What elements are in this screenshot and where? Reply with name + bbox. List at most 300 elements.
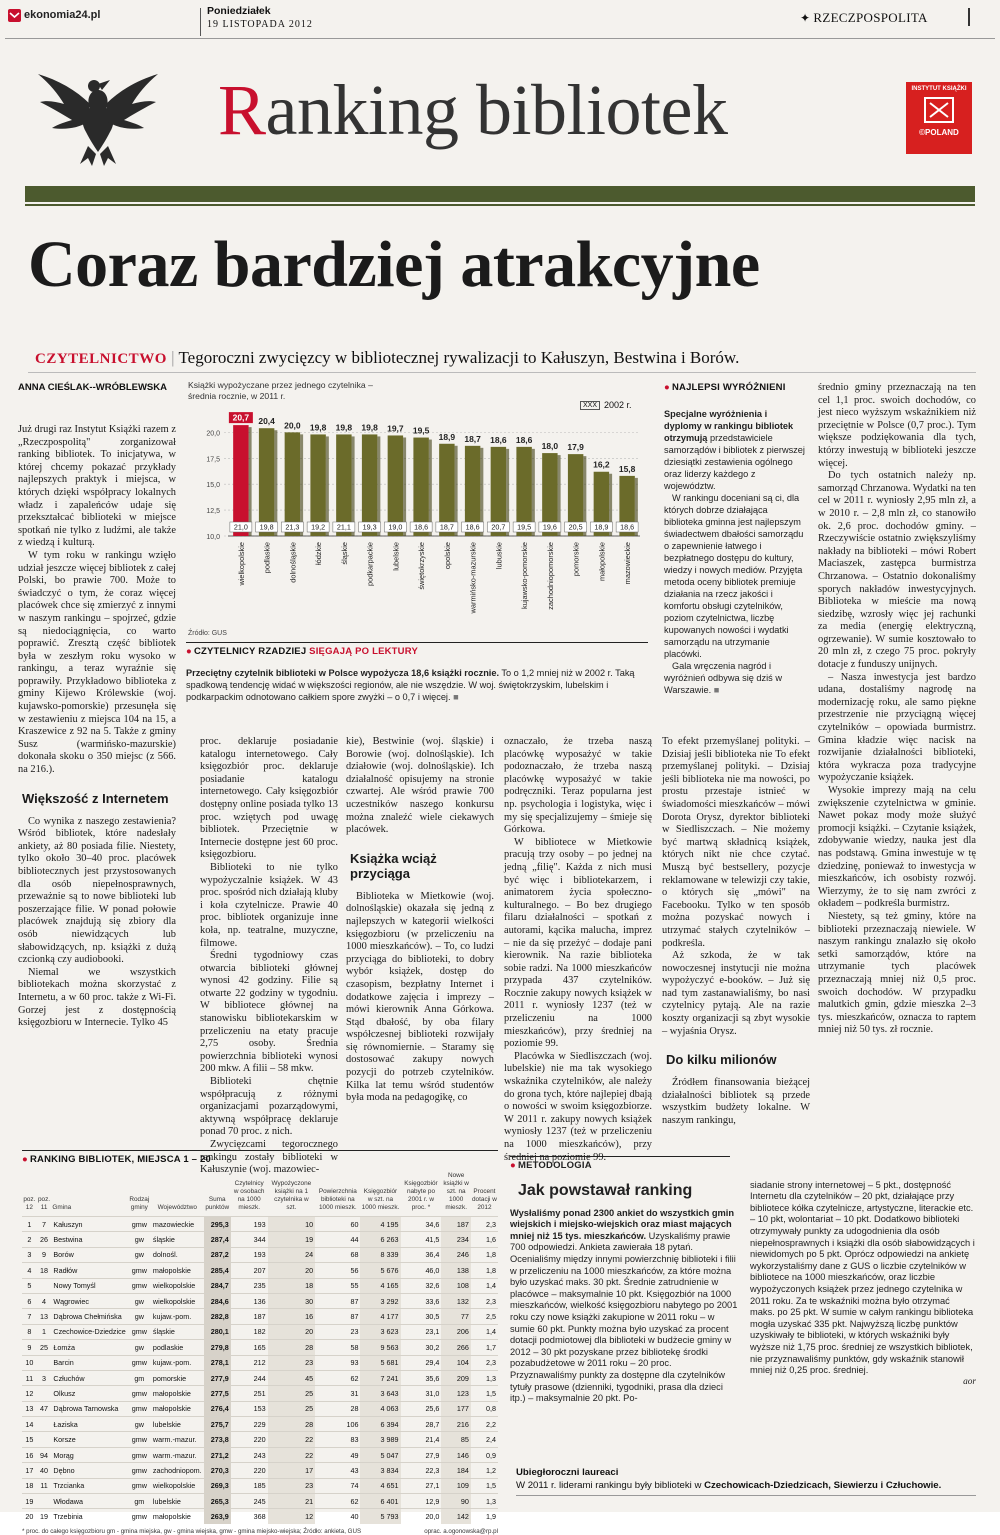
chart-value-label: 19,5 — [412, 425, 430, 436]
chart-2002-label: 21,3 — [285, 522, 300, 532]
table-cell: 43 — [315, 1463, 360, 1478]
book-icon — [924, 97, 954, 123]
byline: ANNA CIEŚLAK--WRÓBLEWSKA — [18, 382, 167, 393]
table-cell: 5 681 — [360, 1355, 400, 1370]
table-cell: 7 — [22, 1309, 37, 1324]
table-cell: gm — [128, 1494, 151, 1509]
table-cell: 20 — [268, 1324, 316, 1339]
table-cell: 243 — [231, 1447, 268, 1462]
table-cell: gw — [128, 1309, 151, 1324]
table-cell: 28,7 — [401, 1417, 442, 1432]
table-cell: gmw — [128, 1278, 151, 1293]
table-cell: 35,6 — [401, 1370, 442, 1385]
ranking-header-cell: Suma punktów — [205, 1196, 230, 1211]
table-cell: 5 — [22, 1278, 37, 1293]
col1-subhead: Większość z Internetem — [22, 790, 169, 806]
table-cell: 25,6 — [401, 1401, 442, 1416]
chart-category-label: podkarpackie — [365, 542, 375, 586]
chart-2002-label: 19,6 — [542, 522, 557, 532]
table-cell: 62 — [315, 1494, 360, 1509]
table-cell: 25 — [268, 1386, 316, 1401]
masthead-pipe — [968, 8, 970, 26]
table-cell: Łaziska — [51, 1417, 127, 1432]
right-para-2: Do tych ostatnich należy np. samorząd Chrzanowa. Wydatki na ten cel w 2011 r. wyniosły 2,95 mln zł, a w 2010 r. – 2,8 mln zł, co stanowiło ok. 2,6 proc. dochodów gminy. – Rzeczywiście ostatnio zwiększyliśmy nakłady na biblioteki – mówi Robert Maciaszek, zastępca burmistrza Chrzanowa. – Ostatnio dokonaliśmy sporych nakładów inwestycyjnych. Biblioteka w mieście ma nową siedzibę, wzrosły więc jej rachunki za media (energię elektryczną, ogrzewanie). W sumie kosztowało to 20 mln zł, z czego 75 proc. pokryły dotacje z funduszy unijnych. — [818, 470, 976, 671]
table-cell: 22,3 — [401, 1463, 442, 1478]
method-tag: ● METODOLOGIA — [510, 1156, 730, 1172]
table-cell: 2,3 — [471, 1217, 498, 1232]
site-name: ekonomia24.pl — [24, 9, 101, 21]
table-cell: 30,5 — [401, 1309, 442, 1324]
table-cell: gmw — [128, 1478, 151, 1493]
table-cell: 12 — [22, 1386, 37, 1401]
table-row — [22, 1401, 498, 1416]
best-text-2: W rankingu doceniani są ci, dla których dobrze działająca biblioteka gminna jest najlepszym świadectwem dbałości samorządu o zapewnienie łatwego i bezpłatnego dostępu do kultury, wiedzy i nowych mediów. Przyjęta metoda oceny bibliotek premiuje działania na rzecz jakości i komfortu obsługi czytelników, poziom czytelnictwa, liczbę kupowanych nowości i wydatki samorządu na utrzymanie placówki. — [664, 493, 804, 659]
table-cell: dolnośl. — [151, 1247, 204, 1262]
table-cell: 27,9 — [401, 1447, 442, 1462]
method-col2-text: siadanie strony internetowej – 5 pkt., dostępność Internetu dla czytelników – 20 pkt, działające przy bibliotece kółka czytelnicze, artystyczne, literackie etc. – 10 pkt, wolontariat – 10 pkt. Dodatkowo biblioteki otrzymywały punkty za udogodnienia dla osób niepełnosprawnych i książki dla osób słabowidzących i niewidomych po 5 pkt. Oprócz odpowiedzi na ankietę wykorzystaliśmy dane z GUS o liczbie czytelników w bibliotece na 1000 mieszkańców, oraz liczbie wypożyczonych książek przez jednego czytelnika w 2011 roku. Za te wskaźniki można było otrzymać maks. po 25 pkt. W sumie w całym rankingu biblioteka mogła uzyskać 335 pkt. Najwyższą liczbę punktów uzyskiwały te biblioteki, w których wskaźniki były wyższe niż 1,75 proc. średniej ze wszystkich bibliotek, nie przyznawaliśmy punktów, gdy wskaźnik stanowił mniej niż 0,25 proc. średniej. — [750, 1179, 975, 1376]
table-cell: gmw — [128, 1447, 151, 1462]
chart-category-label: małopolskie — [597, 542, 607, 582]
table-cell: 32,6 — [401, 1278, 442, 1293]
table-cell: 14 — [22, 1417, 37, 1432]
table-cell: 9 — [37, 1247, 52, 1262]
table-cell: gmw — [128, 1401, 151, 1416]
table-cell: 0,8 — [471, 1401, 498, 1416]
table-cell: 68 — [315, 1247, 360, 1262]
table-row — [22, 1217, 498, 1232]
table-cell: 278,1 — [204, 1355, 231, 1370]
table-cell: 266 — [441, 1340, 470, 1355]
ranking-credit: oprac. a.ogonowska@rp.pl — [424, 1528, 498, 1535]
ranking-header-cell: Wypożyczone książki na 1 czytelnika w szt. — [271, 1180, 312, 1211]
laureates-text: W 2011 r. liderami rankingu były biblioteki w Czechowicach-Dziedzicach, Siewierzu i Człuchowie. — [516, 1479, 976, 1496]
chart-value-label: 20,7 — [232, 412, 250, 423]
table-cell: Barcin — [51, 1355, 127, 1370]
chart-category-label: mazowieckie — [623, 542, 633, 585]
table-cell: 185 — [231, 1478, 268, 1493]
article-column-2 — [200, 736, 338, 1176]
table-cell: 282,8 — [204, 1309, 231, 1324]
table-cell: 104 — [441, 1355, 470, 1370]
table-cell: 12,9 — [401, 1494, 442, 1509]
chart-2002-label: 19,0 — [388, 522, 403, 532]
chart-2002-label: 19,5 — [517, 522, 532, 532]
table-cell: 41,5 — [401, 1232, 442, 1247]
table-cell: 1,7 — [471, 1340, 498, 1355]
table-cell: 193 — [231, 1247, 268, 1262]
table-row — [22, 1355, 498, 1370]
table-cell: 285,4 — [204, 1263, 231, 1278]
table-row — [22, 1340, 498, 1355]
table-cell: 109 — [441, 1478, 470, 1493]
ranking-header-cell: Powierzchnia biblioteki na 1000 mieszk. — [318, 1188, 357, 1211]
table-row — [22, 1324, 498, 1339]
chart-2002-label: 21,0 — [233, 522, 248, 532]
ranking-tag: ● RANKING BIBLIOTEK, MIEJSCA 1 – 20 — [22, 1150, 498, 1165]
table-cell: 1,3 — [471, 1370, 498, 1385]
site-logo-icon — [8, 9, 21, 22]
col1-para-3: Co wynika z naszego zestawienia? Wśród bibliotek, które nadesłały ankiety, aż 80 posiada filie. Niestety, tylko około 30–40 proc. placówek bibliotecznych jest przystosowanych dla osób niepełnosprawnych, przeważnie są to nowe biblioteki lub poszerzające filie. W ponad połowie placówek znajdują się zbiory dla osób niewidzących lub słabowidzących, np. książki z dużą czcionką czy audiobooki. — [18, 815, 176, 966]
chart-category-label: lubelskie — [391, 542, 401, 571]
chart-value-label: 18,9 — [438, 431, 456, 442]
table-cell: 4 195 — [360, 1217, 400, 1232]
laureates-title: Ubiegłoroczni laureaci — [516, 1467, 619, 1478]
chart-bar — [259, 428, 274, 536]
chart-value-label: 19,7 — [387, 423, 404, 434]
masthead-divider — [200, 8, 201, 36]
table-cell: 19 — [37, 1509, 52, 1524]
table-cell: 287,2 — [204, 1247, 231, 1262]
table-cell: 28 — [268, 1340, 316, 1355]
chart-bar-shadow — [429, 440, 432, 536]
article-column-5 — [662, 736, 810, 1127]
table-cell: małopolskie — [151, 1401, 204, 1416]
issue-date: 19 LISTOPADA 2012 — [207, 19, 313, 30]
chart-bar — [413, 438, 428, 536]
table-cell: 182 — [231, 1324, 268, 1339]
table-row — [22, 1247, 498, 1262]
table-cell: 90 — [441, 1494, 470, 1509]
table-cell: 138 — [441, 1263, 470, 1278]
right-para-5: Niestety, są też gminy, które na biblioteki przeznaczają niewiele. W naszym rankingu znalazło się około setki samorządów, które na utrzymanie tych placówek przeznaczają mniej niż 0,5 proc. swoich dochodów. W przypadku malutkich gmin, gdzie mieszka 2–3 tys. mieszkańców, oznacza to raptem mniej niż 50 tys. zł rocznie. — [818, 910, 976, 1036]
table-cell: 77 — [441, 1309, 470, 1324]
table-cell: 23 — [315, 1324, 360, 1339]
table-cell: gw — [128, 1340, 151, 1355]
table-cell: 216 — [441, 1417, 470, 1432]
eagle-emblem-icon — [28, 60, 168, 170]
table-cell: 21,4 — [401, 1432, 442, 1447]
table-cell: 36,4 — [401, 1247, 442, 1262]
best-text-3: Gala wręczenia nagród i wyróżnień odbywa się dziś w Warszawie. ■ — [664, 661, 782, 695]
table-cell: 6 — [22, 1293, 37, 1308]
table-cell: małopolskie — [151, 1386, 204, 1401]
table-cell: 193 — [231, 1217, 268, 1232]
table-cell: 40 — [37, 1463, 52, 1478]
chart-ytick-label: 17,5 — [206, 456, 220, 464]
table-cell: 108 — [441, 1278, 470, 1293]
table-cell: Radłów — [51, 1263, 127, 1278]
table-cell: pomorskie — [151, 1370, 204, 1385]
best-intro: przedstawiciele samorządów i bibliotek z pierwszej dziesiątki zestawienia ogólnego oraz liderzy każdego z województw. — [664, 433, 805, 491]
table-cell: gmw — [128, 1509, 151, 1524]
table-cell: wielkopolskie — [151, 1278, 204, 1293]
table-cell: 3 643 — [360, 1386, 400, 1401]
table-cell: 4 — [22, 1263, 37, 1278]
table-cell: 270,3 — [204, 1463, 231, 1478]
deck-rule — [28, 372, 976, 373]
table-cell: 22 — [268, 1432, 316, 1447]
table-cell: 55 — [315, 1278, 360, 1293]
table-cell: 275,7 — [204, 1417, 231, 1432]
table-cell: 245 — [231, 1494, 268, 1509]
table-cell: 87 — [315, 1309, 360, 1324]
table-cell: 34,6 — [401, 1217, 442, 1232]
table-cell: 56 — [315, 1263, 360, 1278]
table-cell: 11 — [22, 1370, 37, 1385]
table-cell: 12 — [268, 1509, 316, 1524]
headline: Coraz bardziej atrakcyjne — [28, 228, 760, 301]
table-cell: 5 793 — [360, 1509, 400, 1524]
chart-2002-label: 18,6 — [414, 522, 429, 532]
table-cell: 123 — [441, 1386, 470, 1401]
article-column-3 — [346, 736, 494, 1118]
table-cell: 9 — [22, 1340, 37, 1355]
table-cell: lubelskie — [151, 1494, 204, 1509]
chart-value-label: 16,2 — [593, 459, 610, 470]
table-cell: 9 563 — [360, 1340, 400, 1355]
table-cell: Dąbrowa Tarnowska — [51, 1401, 127, 1416]
table-cell: 83 — [315, 1432, 360, 1447]
table-cell: 1,3 — [471, 1494, 498, 1509]
table-cell: 184 — [441, 1463, 470, 1478]
readers-text: Przeciętny czytelnik biblioteki w Polsce wypożycza 18,6 książki rocznie. To o 1,2 mniej niż w 2002 r. Taką spadkową tendencję widać w większości regionów, ale nie wszędzie. W woj. świętokrzyskim, lubelskim i podkarpackim odnotowano całkiem spore zwyżki – o 0,7 i więcej. ■ — [186, 668, 635, 702]
table-cell: 187 — [231, 1309, 268, 1324]
table-cell: Włodawa — [51, 1494, 127, 1509]
table-cell: 7 — [37, 1217, 52, 1232]
table-cell: 18 — [37, 1263, 52, 1278]
table-cell: Trzebinia — [51, 1509, 127, 1524]
method-sign: aor — [963, 1376, 976, 1387]
ranking-header-cell: Gmina — [52, 1204, 72, 1211]
col3-para-2: Biblioteka w Mietkowie (woj. dolnośląskie) okazała się jedną z najlepszych w kategorii wielkości księgozbioru (w przeliczeniu na 1000 mieszkańców). – To, co ludzi przyciąga do biblioteki, to dobry wybór książek, dostęp do czasopism, bezpłatny Internet i dodatkowe zajęcia i imprezy – mówi kierownik Anna Górkowa. Stąd dbałość, by oba filary współczesnej biblioteki rozwijały się równomiernie. – Staramy się dostosować zakupy nowych pozycji do potrzeb czytelników. Kilka lat temu wśród studentów była moda na pedagogikę, co — [346, 890, 494, 1104]
chart-2002-label: 20,7 — [491, 522, 506, 532]
table-cell: gmw — [128, 1463, 151, 1478]
table-cell: 1,5 — [471, 1386, 498, 1401]
table-cell: 244 — [231, 1370, 268, 1385]
table-cell: 21 — [268, 1494, 316, 1509]
table-row — [22, 1478, 498, 1493]
table-cell: 4 — [37, 1293, 52, 1308]
table-cell: Wągrowiec — [51, 1293, 127, 1308]
chart-value-label: 20,4 — [258, 416, 275, 427]
legend-2002-label: 2002 r. — [604, 400, 632, 410]
readers-tag: ● CZYTELNICY RZADZIEJ SIĘGAJĄ PO LEKTURY — [186, 642, 648, 657]
chart-category-label: świętokrzyskie — [417, 542, 427, 590]
table-cell: 13 — [22, 1401, 37, 1416]
chart-value-label: 15,8 — [618, 463, 636, 474]
chart-bar — [285, 432, 300, 536]
table-cell: 234 — [441, 1232, 470, 1247]
chart-ytick-label: 20,0 — [206, 430, 220, 438]
table-cell: 2,5 — [471, 1309, 498, 1324]
table-cell: 265,3 — [204, 1494, 231, 1509]
table-cell: 271,2 — [204, 1447, 231, 1462]
ranking-header-cell: Księgozbiór w szt. na 1000 mieszk. — [361, 1188, 400, 1211]
article-column-4 — [504, 736, 652, 1163]
chart-category-label: lubuskie — [494, 542, 504, 570]
issue-day: Poniedziałek — [207, 5, 271, 17]
method-col-1 — [510, 1208, 738, 1405]
chart-category-label: dolnośląskie — [288, 542, 298, 583]
table-cell: 1,5 — [471, 1478, 498, 1493]
deck: CZYTELNICTWO | Tegoroczni zwycięzcy w bibliotecznej rywalizacji to Kałuszyn, Bestwina i Borów. — [35, 348, 740, 367]
table-cell: podlaskie — [151, 1340, 204, 1355]
table-cell: 3 292 — [360, 1293, 400, 1308]
table-cell: kujaw.-pom. — [151, 1309, 204, 1324]
table-cell: Olkusz — [51, 1386, 127, 1401]
ranking-footnote: * proc. do całego księgozbioru gm - gmina miejska, gw - gmina wiejska, gmw - gmina miejsko-wiejska; Źródło: ankieta, GUS — [22, 1528, 362, 1535]
masthead-rule — [5, 38, 995, 39]
table-cell: 2,4 — [471, 1432, 498, 1447]
table-cell: 295,3 — [204, 1217, 231, 1232]
table-cell: 6 394 — [360, 1417, 400, 1432]
best-text — [664, 408, 806, 492]
table-cell: 1 — [37, 1324, 52, 1339]
chart-bar — [362, 434, 377, 536]
table-cell: 206 — [441, 1324, 470, 1339]
table-cell: 20 — [22, 1509, 37, 1524]
chart-source: Źródło: GUS — [188, 630, 227, 637]
table-cell: 22 — [268, 1447, 316, 1462]
method-lead: Wysłaliśmy ponad 2300 ankiet do wszystkich gmin wiejskich i miejsko-wiejskich oraz miast mających mniej niż 15 tys. mieszkańców. — [510, 1207, 735, 1241]
chart-2002-label: 18,6 — [620, 522, 635, 532]
table-row — [22, 1278, 498, 1293]
instytut-ksiazki-logo — [906, 82, 972, 154]
chart-ytick-label: 12,5 — [206, 508, 220, 516]
chart-ytick-label: 15,0 — [206, 482, 220, 490]
col5-para-1: To efekt przemyślanej polityki. – Dzisiaj jeśli biblioteka nie To efekt przemyślanej polityki. – Dzisiaj jeśli biblioteka nie ma nowości, po prostu przestaje istnieć w świadomości mieszkańców – mówi Dorota Orysz, dyrektor biblioteki w Siedliszczach. – Nie możemy być martwą składnicą książek, których nikt nie chce czytać. Muszą być bestsellery, pozycje reklamowane w telewizji czy takie, o których się „mówi" na Facebooku. Tylko w ten sposób można pozyskać nowych i utrzymać stałych czytelników – podkreśla. — [662, 736, 810, 949]
table-cell — [37, 1386, 52, 1401]
table-cell: zachodniopom. — [151, 1463, 204, 1478]
table-cell: 5 047 — [360, 1447, 400, 1462]
chart-bar — [336, 434, 351, 536]
table-cell: 45 — [268, 1370, 316, 1385]
chart-value-label: 18,6 — [515, 434, 533, 445]
table-cell: 209 — [441, 1370, 470, 1385]
table-row — [22, 1494, 498, 1509]
table-cell: 28 — [315, 1401, 360, 1416]
section-title — [218, 70, 727, 150]
table-cell: 40 — [315, 1509, 360, 1524]
ranking-header-cell: Nowe książki w szt. na 1000 mieszk. — [443, 1172, 469, 1211]
table-cell: 30 — [268, 1293, 316, 1308]
site-logo[interactable] — [8, 6, 100, 24]
chart-category-label: pomorskie — [571, 542, 581, 577]
table-cell: 85 — [441, 1432, 470, 1447]
table-row — [22, 1509, 498, 1524]
method-col1-text: Uzyskaliśmy prawie 700 odpowiedzi. Ankieta zawierała 18 pytań. Ocenialiśmy między innymi powierzchnię biblioteki i filii w przeliczeniu na 1000 mieszkańców, za które można było uzyskać maks. 30 pkt. Średnie zatrudnienie w placówce – maksymalnie 10 pkt. Księgozbiór na 1000 mieszkańców, wielkość księgozbioru nabytego po 2001 roku czy nowe książki zakupione w 2011 roku – w sumie 60 pkt. Punkty można było uzyskać za procent dotacji podmiotowej dla biblioteki w budżecie gminy w 2012 – 30 pkt pozyskane przez bibliotekę środki pozabudżetowe w 2011 roku – 20 proc. Przyznawaliśmy punkty za dostępne dla czytelników tytuły prasowe (dzienniki, tygodniki, prasa dla dzieci itp.) – maksymalnie 20 pkt. Po- — [510, 1230, 738, 1404]
table-cell: 106 — [315, 1417, 360, 1432]
table-cell: 19 — [22, 1494, 37, 1509]
chart-value-label: 17,9 — [567, 442, 584, 453]
table-cell: 3 — [22, 1247, 37, 1262]
table-cell: 142 — [441, 1509, 470, 1524]
chart-category-label: opolskie — [442, 542, 452, 570]
chart-2002-label: 20,5 — [568, 522, 583, 532]
table-cell: śląskie — [151, 1232, 204, 1247]
chart-bar-shadow — [300, 434, 303, 536]
chart-category-label: śląskie — [339, 542, 349, 565]
table-cell: Korsze — [51, 1432, 127, 1447]
table-cell: lubelskie — [151, 1417, 204, 1432]
table-cell: 16 — [22, 1447, 37, 1462]
table-cell: 4 651 — [360, 1478, 400, 1493]
col2-para-3: Średni tygodniowy czas otwarcia biblioteki głównej wynosi 42 godziny. Filie są otwarte 22 godziny w tygodniu. W bibliotece głównej na stanowisku bibliotekarskim w przeliczeniu na etaty pracuje 2,75 osoby. Średnia powierzchnia biblioteki wynosi 200 mkw. A filii – 58 mkw. — [200, 950, 338, 1075]
table-cell: wielkopolskie — [151, 1293, 204, 1308]
col1-para-2: W tym roku w rankingu wzięło udział jeszcze więcej bibliotek z całej Polski, bo prawie 700. Może to świadczyć o tym, że coraz więcej placówek chce się zmierzyć z innymi w naszym rankingu – spojrzeć, gdzie są niedociągnięcia, co warto poprawić. Zresztą część bibliotek była w zeszłym roku wysoko w rankingu, a teraz wyraźnie się poprawiły. Przykładowo biblioteka z gminy Kijewo Królewskie (woj. kujawsko-pomorskie) przesunęła się w zestawieniu z miejsca 104 na 15, a Kraszewice z 92 na 5. Także z gminy Susz (warmińsko-mazurskie) dokonała skoku o 350 miejsc (z 566. na 216.). — [18, 549, 176, 776]
col4-para-1: oznaczało, że trzeba naszą placówkę wyposażyć w takie podoznaczało, że trzeba naszą placówkę wyposażyć w takie podręczniki. Teraz popularna jest np. psychologia i logistyka, więc i my się specjalizujemy – śmieje się Górkowa. — [504, 736, 652, 836]
col2-para-1: proc. deklaruje posiadanie katalogu internetowego. Cały księgozbiór proc. deklaruje posiadanie katalogu internetowego. Cały księgozbiór dostępny online posiada tylko 13 proc. wziętych pod uwagę bibliotek. Przeciętnie w Internecie dostępne jest 60 proc. księgozbioru. — [200, 736, 338, 861]
table-cell: 94 — [37, 1447, 52, 1462]
table-cell: mazowieckie — [151, 1217, 204, 1232]
ranking-header-cell: Województwo — [157, 1204, 197, 1211]
table-cell: 13 — [37, 1309, 52, 1324]
table-cell: 1,4 — [471, 1324, 498, 1339]
table-cell: gm — [128, 1370, 151, 1385]
table-cell: 49 — [315, 1447, 360, 1462]
table-cell: 33,6 — [401, 1293, 442, 1308]
table-cell: 10 — [268, 1217, 316, 1232]
table-cell: gmw — [128, 1324, 151, 1339]
table-cell: 280,1 — [204, 1324, 231, 1339]
chart-value-label: 18,7 — [464, 433, 481, 444]
table-cell: 31,0 — [401, 1386, 442, 1401]
chart-value-label: 19,8 — [335, 422, 353, 433]
table-cell: Czechowice-Dziedzice — [51, 1324, 127, 1339]
table-cell: 3 — [37, 1370, 52, 1385]
table-cell: Bestwina — [51, 1232, 127, 1247]
table-cell: 220 — [231, 1432, 268, 1447]
table-cell: 368 — [231, 1509, 268, 1524]
table-cell: 165 — [231, 1340, 268, 1355]
laureates-box — [510, 1466, 976, 1496]
chart-2002-label: 19,3 — [362, 522, 377, 532]
ranking-header-cell: Rodzaj gminy — [129, 1196, 150, 1211]
table-cell: 132 — [441, 1293, 470, 1308]
table-cell: 276,4 — [204, 1401, 231, 1416]
table-cell: 23,1 — [401, 1324, 442, 1339]
table-cell: gw — [128, 1293, 151, 1308]
table-cell: 27,1 — [401, 1478, 442, 1493]
table-cell: 15 — [22, 1432, 37, 1447]
table-cell: Dębno — [51, 1463, 127, 1478]
table-cell — [37, 1355, 52, 1370]
col5-para-2: Aż szkoda, że w tak nowoczesnej instytucji nie można wypożyczyć e-booków. – Już się nad tym zastanawialiśmy, bo nasi czytelnicy pytają. Ale na razie koszty organizacji są zbyt wysokie – wyjaśnia Orysz. — [662, 950, 810, 1037]
table-cell: 23 — [268, 1355, 316, 1370]
table-cell: 62 — [315, 1370, 360, 1385]
table-cell: 284,7 — [204, 1278, 231, 1293]
table-cell: 4 165 — [360, 1278, 400, 1293]
col2-para-2: Biblioteki to nie tylko wypożyczalnie książek. W 43 proc. spośród nich działają kluby i koła czytelnicze. Prawie 40 proc. bibliotek organizuje inne koła, np. teatralne, muzyczne, filmowe. — [200, 861, 338, 949]
chart-2002-label: 21,1 — [336, 522, 351, 532]
table-cell: 284,6 — [204, 1293, 231, 1308]
table-cell: 11 — [37, 1478, 52, 1493]
deck-text: Tegoroczni zwycięzcy w bibliotecznej rywalizacji to Kałuszyn, Bestwina i Borów. — [178, 348, 740, 367]
table-cell: 1,2 — [471, 1463, 498, 1478]
chart-plot — [188, 408, 648, 678]
table-cell — [37, 1494, 52, 1509]
table-cell: 19 — [268, 1232, 316, 1247]
table-cell: 2,2 — [471, 1417, 498, 1432]
col5-para-3: Źródłem finansowania bieżącej działalności bibliotek są przede wszystkim budżety lokalne. W naszym rankingu, — [662, 1077, 810, 1127]
ranking-header-cell: poz. 12 — [23, 1196, 36, 1211]
table-cell — [37, 1417, 52, 1432]
chart-bar — [310, 434, 325, 536]
col3-subhead: Książka wciąż przyciąga — [350, 850, 437, 881]
table-cell: 16 — [268, 1309, 316, 1324]
chart-ytick-label: 10,0 — [206, 534, 220, 541]
table-cell: 18 — [22, 1478, 37, 1493]
table-cell: 246 — [441, 1247, 470, 1262]
chart-2002-label: 19,8 — [259, 522, 274, 532]
table-cell: 25 — [268, 1401, 316, 1416]
table-cell: 1,8 — [471, 1247, 498, 1262]
table-cell: małopolskie — [151, 1263, 204, 1278]
table-cell: 287,4 — [204, 1232, 231, 1247]
partner-logo-bottom: ©POLAND — [919, 128, 959, 137]
table-cell: 277,9 — [204, 1370, 231, 1385]
section-title-initial: R — [218, 70, 266, 150]
